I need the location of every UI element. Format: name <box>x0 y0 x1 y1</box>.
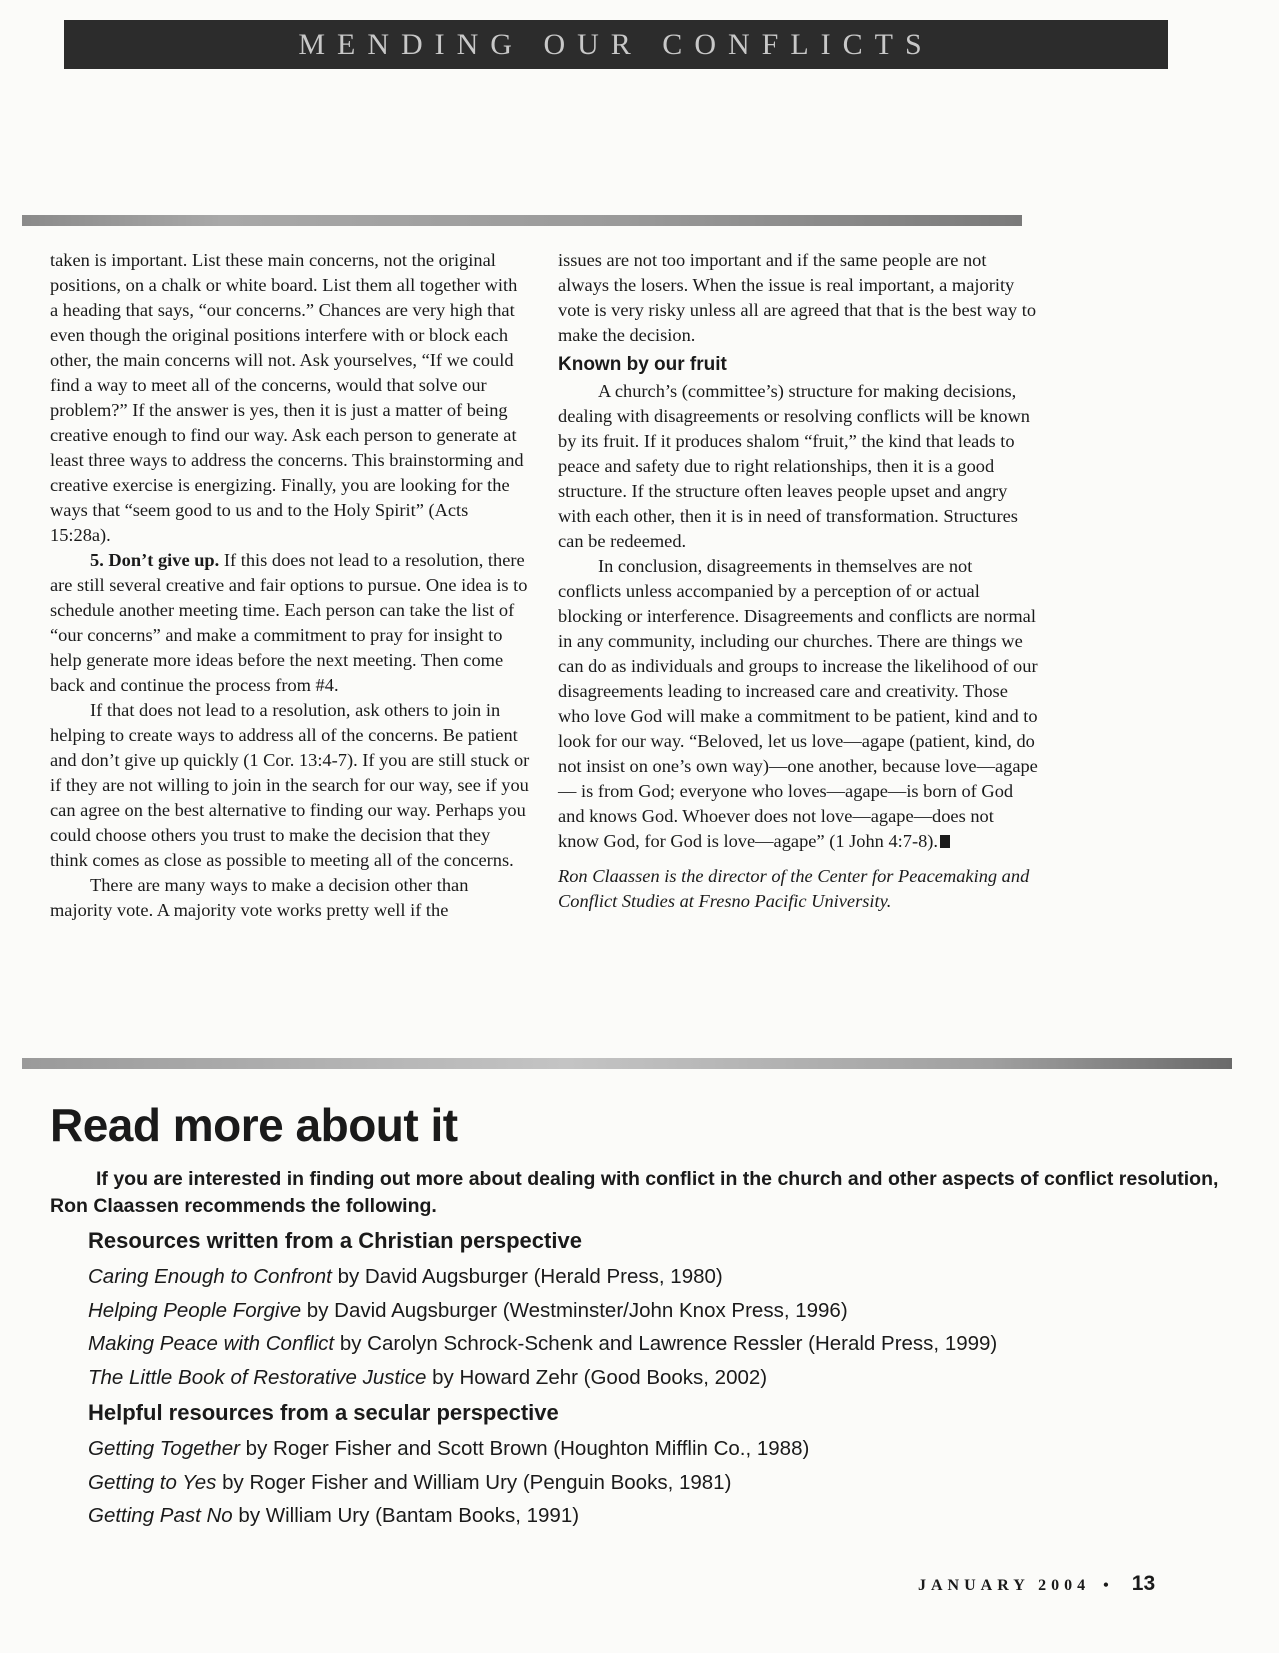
book-title: The Little Book of Restorative Justice <box>88 1365 427 1389</box>
book-item <box>88 1499 1240 1533</box>
book-title: Getting Past No <box>88 1504 233 1527</box>
end-mark-icon <box>940 835 950 848</box>
book-title: Helping People Forgive <box>88 1298 302 1322</box>
book-title: Getting to Yes <box>88 1470 217 1494</box>
christian-resources <box>88 1228 1240 1533</box>
author-bio: Ron Claassen is the director of the Center for Peacemaking and Conflict Studies at Fresno Pacific University. <box>558 866 1030 911</box>
section-title: MENDING OUR CONFLICTS <box>298 27 934 61</box>
paragraph: taken is important. List these main concerns, not the original positions, on a chalk or white board. List them all together with a heading that says, “our concerns.” Chances are very high that even though the original positions interfere with or block each other, the main concerns will not. Ask yourselves, “If we could find a way to meet all of the concerns, would that solve our problem?” If the answer is yes, then it is just a matter of being creative enough to find our way. Ask each person to generate at least three ways to address the concerns. This brainstorming and creative exercise is energizing. Finally, you are looking for the ways that “seem good to us and to the Holy Spirit” (Acts 15:28a). <box>50 250 524 545</box>
christian-resources-heading: Resources written from a Christian perspective <box>88 1228 582 1253</box>
book-title: Making Peace with Conflict <box>88 1332 335 1355</box>
read-more-intro: If you are interested in finding out more about dealing with conflict in the church and other aspects of conflict resolution, Ron Claassen recommends the following. <box>50 1168 1219 1217</box>
secular-resources-heading: Helpful resources from a secular perspective <box>88 1400 559 1425</box>
step-label: 5. Don’t give up. <box>90 550 220 570</box>
section-subheading: Known by our fruit <box>558 354 727 375</box>
paragraph: issues are not too important and if the same people are not always the losers. When the issue is real important, a majority vote is very risky unless all are agreed that that is the best way to make the decision. <box>558 250 1037 345</box>
book-item <box>88 1260 1240 1294</box>
paragraph: A church’s (committee’s) structure for making decisions, dealing with disagreements or resolving conflicts will be known by its fruit. If it produces shalom “fruit,” the kind that leads to peace and safety due to right relationships, then it is a good structure. If the structure often leaves people upset and angry with each other, then it is in need of transformation. Structures can be redeemed. <box>558 381 1030 551</box>
read-more-heading: Read more about it <box>50 1099 458 1151</box>
book-details: by Howard Zehr (Good Books, 2002) <box>426 1365 768 1389</box>
article-column-right <box>558 248 1038 914</box>
read-more-box <box>50 1098 1240 1533</box>
step-text: If this does not lead to a resolution, there are still several creative and fair options to pursue. One idea is to schedule another meeting time. Each person can take the list of “our concerns” and make a commitment to pray for insight to help generate more ideas before the next meeting. Then come back and continue the process from #4. <box>50 550 528 695</box>
book-details: by David Augsburger (Herald Press, 1980) <box>331 1265 723 1288</box>
book-item <box>88 1432 1240 1466</box>
conclusion-text: In conclusion, disagreements in themselves are not conflicts unless accompanied by a perception of or actual blocking or interference. Disagreements and conflicts are normal in any community, including our churches. There are things we can do as individuals and groups to increase the likelihood of our disagreements leading to increased care and creativity. Those who love God will make a commitment to be patient, kind and to look for our way. “Beloved, let us love—agape (patient, kind, do not insist on one’s own way)—one another, because love—agape— is from God; everyone who loves—agape—is born of God and knows God. Whoever does not love—agape—does not know God, for God is love—agape” (1 John 4:7-8). <box>558 556 1038 851</box>
book-title: Caring Enough to Confront <box>88 1265 332 1288</box>
book-details: by Roger Fisher and Scott Brown (Houghton Mifflin Co., 1988) <box>239 1437 810 1460</box>
footer-separator: • <box>1103 1577 1109 1594</box>
divider-rule-top <box>22 215 1022 226</box>
book-details: by Roger Fisher and William Ury (Penguin Books, 1981) <box>216 1470 732 1494</box>
book-item <box>88 1361 1240 1395</box>
book-item <box>88 1327 1240 1361</box>
paragraph: There are many ways to make a decision other than majority vote. A majority vote works pretty well if the <box>50 875 469 920</box>
paragraph: If that does not lead to a resolution, ask others to join in helping to create ways to address all of the concerns. Be patient and don’t give up quickly (1 Cor. 13:4-7). If you are still stuck or if they are not willing to join in the search for our way, see if you can agree on the best alternative to finding our way. Perhaps you could choose others you trust to make the decision that they think comes as close as possible to meeting all of the concerns. <box>50 700 530 870</box>
divider-rule-bottom <box>22 1058 1232 1069</box>
section-header-band <box>64 20 1168 69</box>
page-footer <box>918 1572 1155 1596</box>
book-title: Getting Together <box>88 1437 240 1460</box>
page-number: 13 <box>1131 1572 1156 1595</box>
paragraph-step-5 <box>50 548 530 698</box>
issue-date: JANUARY 2004 <box>918 1577 1091 1594</box>
book-item <box>88 1466 1240 1500</box>
article-column-left <box>50 248 530 923</box>
book-details: by David Augsburger (Westminster/John Knox Press, 1996) <box>301 1298 848 1322</box>
paragraph-conclusion <box>558 554 1038 854</box>
book-details: by William Ury (Bantam Books, 1991) <box>232 1504 580 1527</box>
book-item <box>88 1294 1240 1328</box>
book-details: by Carolyn Schrock-Schenk and Lawrence Ressler (Herald Press, 1999) <box>334 1332 998 1355</box>
